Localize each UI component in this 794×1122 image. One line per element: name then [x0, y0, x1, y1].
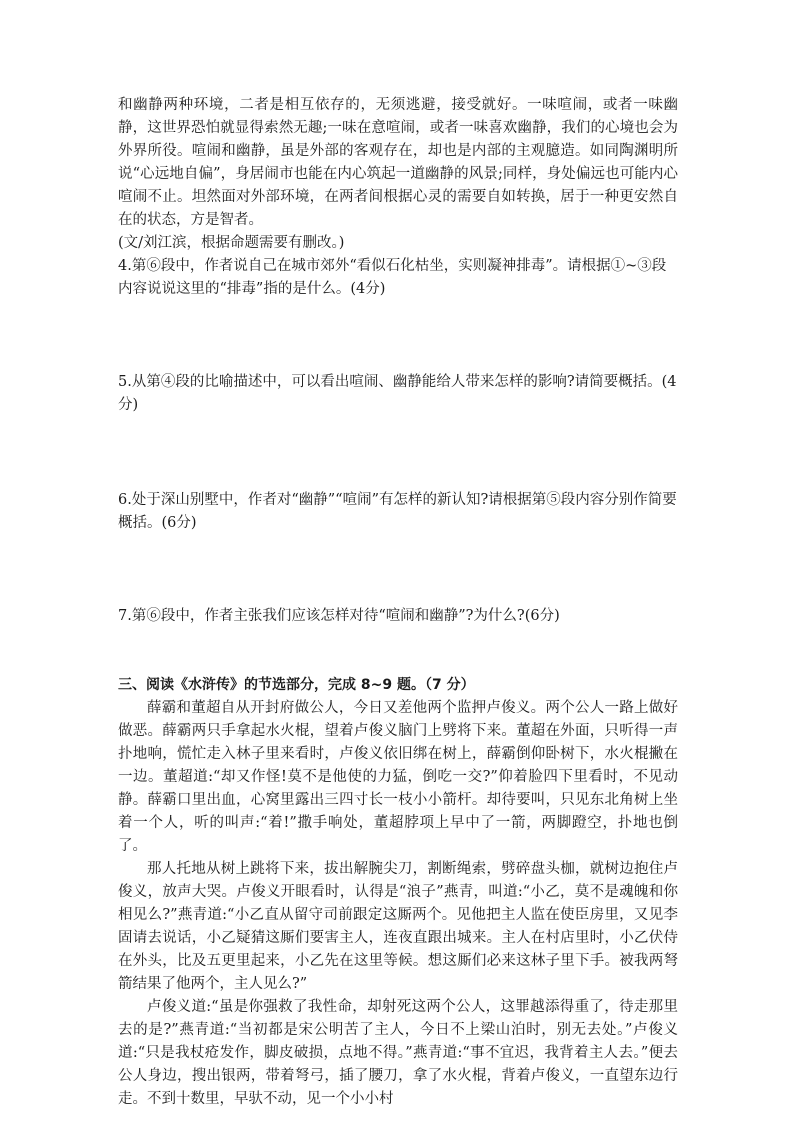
question-7: 7.第⑥段中，作者主张我们应该怎样对待“喧闹和幽静”?为什么?(6分): [118, 608, 560, 624]
author-credit: (文/刘江滨，根据命题需要有删改。): [118, 235, 345, 251]
excerpt-paragraph-3: 卢俊义道:“虽是你强救了我性命，却射死这两个公人，这罪越添得重了，待走那里去的是?”燕青道:“当初都是宋公明苦了主人，今日不上梁山泊时，别无去处。”卢俊义道:“只是我杖疮发作，脚皮破损，点地不得。”燕青道:“事不宜迟，我背着主人去。”便去公人身边，搜出银两，带着弩弓，插了腰刀，拿了水火棍，背着卢俊义，一直望东边行走。不到十数里，早驮不动，见一个小小村: [118, 999, 678, 1107]
question-6: 6.处于深山别墅中，作者对“幽静”“喧闹”有怎样的新认知?请根据第⑤段内容分别作简要概括。(6分): [118, 492, 677, 531]
answer-space-6: [118, 535, 678, 605]
passage-closing-paragraph: 和幽静两种环境，二者是相互依存的，无须逃避，接受就好。一味喧闹，或者一味幽静，这世界恐怕就显得索然无趣;一味在意喧闹，或者一味喜欢幽静，我们的心境也会为外界所役。喧闹和幽静，虽是外部的客观存在，却也是内部的主观臆造。如同陶渊明所说“心远地自偏”，身居闹市也能在内心筑起一道幽静的风景;同样，身处偏远也可能内心喧闹不止。坦然面对外部环境，在两者间根据心灵的需要自如转换，居于一种更安然自在的状态，方是智者。: [118, 97, 678, 228]
question-5: 5.从第④段的比喻描述中，可以看出喧闹、幽静能给人带来怎样的影响?请简要概括。(4分): [118, 374, 677, 413]
question-4: 4.第⑥段中，作者说自己在城市郊外“看似石化枯坐，实则凝神排毒”。请根据①~③段内容说说这里的“排毒”指的是什么。(4分): [118, 258, 667, 297]
answer-space-5: [118, 417, 678, 489]
excerpt-paragraph-2: 那人托地从树上跳将下来，拔出解腕尖刀，割断绳索，劈碎盘头枷，就树边抱住卢俊义，放声大哭。卢俊义开眼看时，认得是“浪子”燕青，叫道:“小乙，莫不是魂魄和你相见么?”燕青道:“小乙直从留守司前跟定这厮两个。见他把主人监在使臣房里，又见李固请去说话，小乙疑猜这厮们要害主人，连夜直跟出城来。主人在村店里时，小乙伏侍在外头，比及五更里起来，小乙先在这里等候。想这厮们必来这林子里下手。被我两弩箭结果了他两个，主人见么?”: [118, 861, 678, 992]
document-page: [118, 94, 678, 1111]
answer-space-4: [118, 301, 678, 371]
answer-space-7: [118, 628, 678, 674]
section-3-title: 三、阅读《水浒传》的节选部分，完成 8~9 题。（7 分）: [118, 677, 475, 693]
excerpt-paragraph-1: 薛霸和董超自从开封府做公人，今日又差他两个监押卢俊义。两个公人一路上做好做恶。薛霸两只手拿起水火棍，望着卢俊义脑门上劈将下来。董超在外面，只听得一声扑地响，慌忙走入林子里来看时，卢俊义依旧绑在树上，薛霸倒仰卧树下，水火棍撇在一边。董超道:“却又作怪!莫不是他使的力猛，倒吃一交?”仰着脸四下里看时，不见动静。薛霸口里出血，心窝里露出三四寸长一枝小小箭杆。却待要叫，只见东北角树上坐着一个人，听的叫声:“着!”撒手响处，董超脖项上早中了一箭，两脚蹬空，扑地也倒了。: [118, 700, 678, 854]
